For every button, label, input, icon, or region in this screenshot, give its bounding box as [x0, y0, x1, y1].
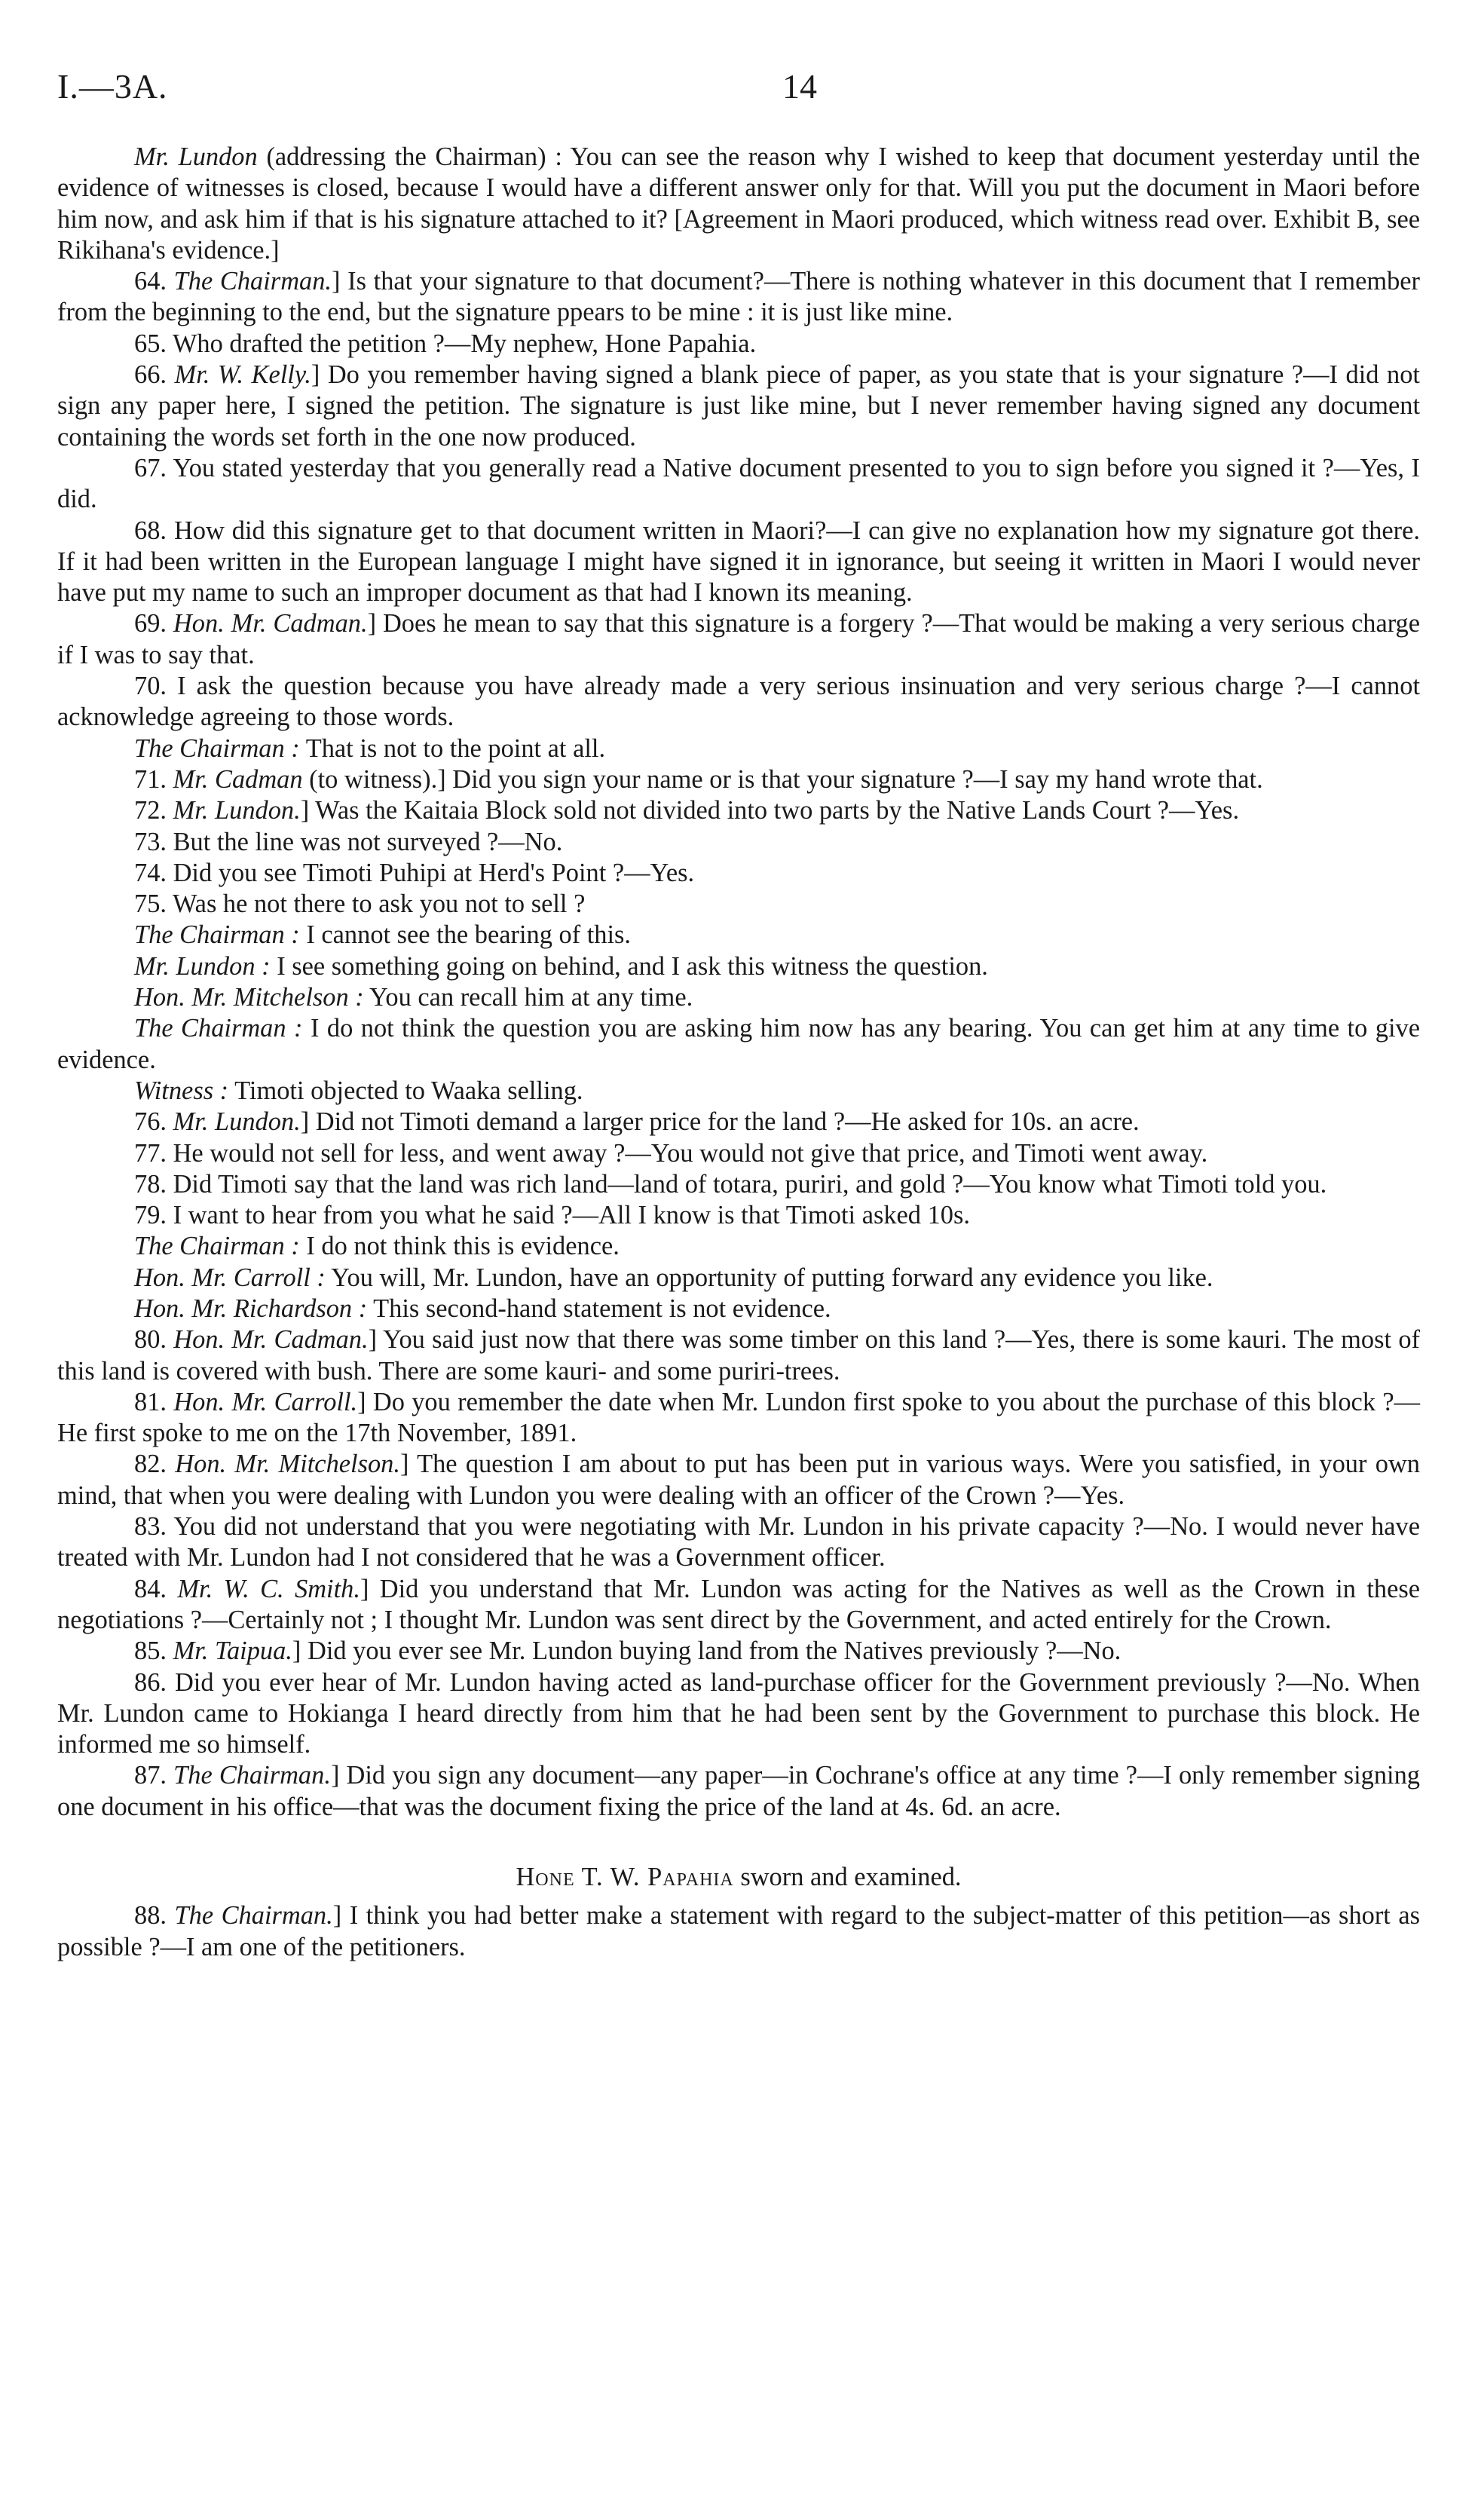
paragraph [57, 516, 1420, 609]
testimony-paragraphs [57, 142, 1420, 1823]
paragraph-text: Did you sign your name or is that your signature ?—I say my hand wrote that. [452, 764, 1263, 794]
paragraph [57, 1900, 1420, 1963]
speaker-name: The Chairman. [174, 1901, 333, 1931]
paragraph [57, 1760, 1420, 1823]
speaker-separator: ] [332, 267, 348, 296]
paragraph-text: That is not to the point at all. [305, 733, 606, 763]
paragraph-text: I ask the question because you have already made a very serious insinuation and very serious charge ?—I cannot acknowledge agreeing to those words. [57, 672, 1420, 732]
paragraph-text: Did you sign any document—any paper—in Cochrane's office at any time ?—I only remember signing one document in his office—that was the document fixing the price of the land at 4s. 6d. an acre. [57, 1761, 1420, 1821]
paragraph [57, 1324, 1420, 1387]
speaker-name: Mr. Lundon [134, 142, 258, 171]
speaker-name: Mr. Cadman [173, 764, 303, 794]
paragraph [57, 858, 1420, 889]
paragraph-text: The question I am about to put has been put in various ways. Were you satisfied, in your own mind, that when you were dealing with Lundon you were dealing with an officer of the Crown ?—Yes. [57, 1450, 1420, 1510]
paragraph-text: Did you understand that Mr. Lundon was acting for the Natives as well as the Crown in these negotiations ?—Certainly not ; I thought Mr. Lundon was sent direct by the Government, and acted entirely for the Crown. [57, 1574, 1420, 1634]
question-number: 66. [134, 360, 175, 390]
speaker-name: Hon. Mr. Cadman. [173, 609, 368, 638]
paragraph-text: I do not think the question you are asking him now has any bearing. You can get him at any time to give evidence. [57, 1014, 1420, 1074]
paragraph-text: I see something going on behind, and I ask this witness the question. [277, 951, 988, 981]
speaker-separator: ] [367, 609, 383, 638]
paragraph [57, 951, 1420, 982]
speaker-separator [364, 983, 369, 1012]
page-header [57, 66, 1421, 112]
paragraph [57, 920, 1420, 951]
speaker-name: Witness : [134, 1076, 229, 1105]
speaker-separator: ] [368, 1325, 384, 1355]
paragraph-text: You will, Mr. Lundon, have an opportunity of putting forward any evidence you like. [331, 1263, 1213, 1292]
speaker-separator: ] [300, 796, 316, 825]
speaker-separator: ] [332, 1901, 350, 1931]
question-number: 68. [134, 516, 174, 545]
paragraph-text: Did not Timoti demand a larger price for the land ?—He asked for 10s. an acre. [315, 1107, 1140, 1137]
paragraph-text: How did this signature get to that document written in Maori?—I can give no explanation how my signature got there. If it had been written in the European language I might have signed it in ignorance, but seeing it written in Maori I would never have put my name to such an improper document as that had I known its meaning. [57, 516, 1420, 608]
paragraph [57, 1294, 1420, 1324]
paragraph [57, 360, 1420, 453]
speaker-name: Mr. W. C. Smith. [177, 1574, 360, 1603]
paragraph-text: I do not think this is evidence. [306, 1232, 620, 1261]
paragraph [57, 889, 1420, 920]
paragraph-text: Did Timoti say that the land was rich land—land of totara, puriri, and gold ?—You know what Timoti told you. [173, 1169, 1327, 1199]
witness-name: Hone T. W. Papahia [516, 1863, 734, 1892]
paragraph [57, 795, 1420, 826]
speaker-name: Mr. Lundon. [173, 1107, 301, 1137]
question-number: 84. [134, 1574, 178, 1603]
paragraph [57, 453, 1420, 516]
paragraph [57, 1200, 1420, 1231]
speaker-separator: ] [311, 360, 328, 390]
paragraph [57, 1574, 1420, 1637]
paragraph-text: I want to hear from you what he said ?—All I know is that Timoti asked 10s. [173, 1201, 970, 1230]
speaker-separator: ] [292, 1637, 308, 1666]
document-body [57, 142, 1420, 1963]
paragraph [57, 142, 1420, 266]
question-number: 81. [134, 1387, 174, 1416]
paragraph-text: This second-hand statement is not evidence. [373, 1294, 831, 1323]
paragraph [57, 1636, 1420, 1667]
speaker-name: The Chairman : [134, 733, 300, 763]
speaker-separator: (to witness).] [302, 764, 453, 794]
paragraph-text: Who drafted the petition ?—My nephew, Hone Papahia. [172, 329, 757, 358]
question-number: 72. [134, 796, 173, 825]
paragraph-text: Do you remember the date when Mr. Lundon first spoke to you about the purchase of this block ?—He first spoke to me on the 17th November, 1891. [57, 1387, 1420, 1448]
question-number: 65. [134, 329, 173, 358]
speaker-name: Hon. Mr. Mitchelson : [134, 983, 364, 1012]
paragraph-text: You stated yesterday that you generally read a Native document presented to you to sign before you signed it ?—Yes, I did. [57, 453, 1421, 514]
paragraph [57, 608, 1420, 671]
speaker-separator: ] [399, 1450, 418, 1479]
paragraph [57, 671, 1420, 733]
speaker-name: The Chairman : [134, 1232, 300, 1261]
paragraph [57, 1511, 1420, 1574]
speaker-name: Hon. Mr. Cadman. [173, 1325, 369, 1355]
question-number: 75. [134, 890, 173, 919]
question-number: 70. [134, 672, 178, 701]
paragraph-text: You said just now that there was some timber on this land ?—Yes, there is some kauri. The most of this land is covered with bush. There are some kauri- and some puriri-trees. [57, 1325, 1420, 1386]
paragraph-text: Does he mean to say that this signature is a forgery ?—That would be making a very serious charge if I was to say that. [57, 609, 1421, 669]
paragraph-text: Did you ever hear of Mr. Lundon having acted as land-purchase officer for the Government previously ?—No. When Mr. Lundon came to Hokianga I heard directly from him that he had been sent by the Government to purchase this block. He informed me so himself. [57, 1667, 1420, 1759]
paragraph [57, 1667, 1420, 1761]
question-number: 73. [134, 827, 173, 856]
question-number: 78. [134, 1169, 173, 1199]
heading-rest: sworn and examined. [733, 1863, 962, 1892]
speaker-name: Mr. W. Kelly. [174, 360, 311, 390]
question-number: 64. [134, 267, 174, 296]
paragraph [57, 1138, 1420, 1169]
question-number: 80. [134, 1325, 174, 1355]
question-number: 67. [134, 453, 173, 482]
speaker-name: Hon. Mr. Carroll : [134, 1263, 326, 1292]
speaker-name: The Chairman : [134, 920, 300, 950]
paragraph [57, 764, 1420, 795]
paragraph [57, 1231, 1420, 1262]
speaker-name: Hon. Mr. Richardson : [134, 1294, 368, 1323]
paragraph [57, 827, 1420, 858]
speaker-separator [367, 1294, 373, 1323]
paragraph [57, 329, 1420, 360]
speaker-separator: (addressing the Chairman) : [257, 142, 571, 171]
paragraph-text: You did not understand that you were negotiating with Mr. Lundon in his private capacity ?—No. I would never have treated with Mr. Lundon had I not considered that he was a Government officer. [57, 1512, 1420, 1572]
paragraph-text: I cannot see the bearing of this. [306, 920, 632, 950]
paragraph [57, 1169, 1420, 1200]
paragraph-text: You can see the reason why I wished to keep that document yesterday until the evidence of witnesses is closed, because I would have a different answer only for that. Will you put the document in Maori before him now, and ask him if that is his signature attached to it? [Agreement in Maori produced, which witness read over. Exhibit B, see Rikihana's evidence.] [57, 142, 1420, 265]
speaker-name: Mr. Lundon. [173, 796, 301, 825]
page-number: 14 [782, 67, 817, 106]
speaker-name: The Chairman. [173, 1761, 331, 1790]
section-heading [57, 1862, 1420, 1893]
paragraph-text: But the line was not surveyed ?—No. [173, 827, 563, 856]
speaker-separator [271, 952, 277, 981]
paragraph [57, 266, 1420, 329]
paragraph [57, 1449, 1420, 1511]
question-number: 82. [134, 1450, 176, 1479]
question-number: 74. [134, 858, 173, 887]
question-number: 85. [134, 1637, 173, 1666]
speaker-separator: ] [360, 1574, 380, 1603]
speaker-separator [300, 734, 306, 763]
speaker-separator: ] [357, 1387, 373, 1416]
question-number: 77. [134, 1138, 173, 1168]
speaker-name: Mr. Taipua. [173, 1637, 292, 1666]
question-number: 79. [134, 1201, 173, 1230]
speaker-name: Hon. Mr. Mitchelson. [175, 1450, 400, 1479]
speaker-name: Mr. Lundon : [134, 951, 271, 981]
paragraph-text: You can recall him at any time. [369, 983, 693, 1012]
paragraph-text: Do you remember having signed a blank piece of paper, as you state that is your signature ?—I did not sign any paper here, I signed the petition. The signature is just like mine, but I never remember having signed any document containing the words set forth in the one now produced. [57, 360, 1420, 452]
speaker-name: The Chairman. [173, 267, 332, 296]
question-number: 83. [134, 1512, 174, 1542]
paragraph [57, 1076, 1420, 1107]
paragraph-text: Was he not there to ask you not to sell ? [172, 890, 586, 919]
question-number: 88. [134, 1901, 175, 1931]
speaker-separator: ] [330, 1761, 347, 1790]
paragraph [57, 1013, 1420, 1076]
paragraph-text: He would not sell for less, and went away ?—You would not give that price, and Timoti went away. [173, 1138, 1208, 1168]
paragraph-text: Did you see Timoti Puhipi at Herd's Point ?—Yes. [173, 858, 695, 887]
paragraph [57, 1263, 1420, 1294]
paragraph-text: I think you had better make a statement with regard to the subject-matter of this petition—as short as possible ?—I am one of the petitioners. [57, 1901, 1421, 1961]
speaker-name: Hon. Mr. Carroll. [173, 1387, 358, 1416]
question-number: 87. [134, 1761, 174, 1790]
paragraph-text: Did you ever see Mr. Lundon buying land from the Natives previously ?—No. [307, 1637, 1122, 1666]
paragraph [57, 733, 1420, 764]
question-number: 71. [134, 764, 173, 794]
question-number: 76. [134, 1107, 173, 1137]
paragraph [57, 1387, 1420, 1450]
paragraph-text: Is that your signature to that document?—There is nothing whatever in this document that I remember from the beginning to the end, but the signature ppears to be mine : it is just like mine. [57, 267, 1420, 327]
paragraph-text: Timoti objected to Waaka selling. [234, 1076, 583, 1105]
paragraph-text: Was the Kaitaia Block sold not divided into two parts by the Native Lands Court ?—Yes. [315, 796, 1240, 825]
speaker-name: The Chairman : [134, 1014, 303, 1043]
speaker-separator: ] [300, 1107, 316, 1137]
question-number: 69. [134, 609, 173, 638]
speaker-separator [302, 1014, 310, 1043]
question-number: 86. [134, 1667, 175, 1697]
document-reference: I.—3A. [57, 67, 168, 106]
speaker-separator [228, 1076, 234, 1105]
paragraph [57, 1107, 1420, 1138]
paragraph [57, 982, 1420, 1013]
